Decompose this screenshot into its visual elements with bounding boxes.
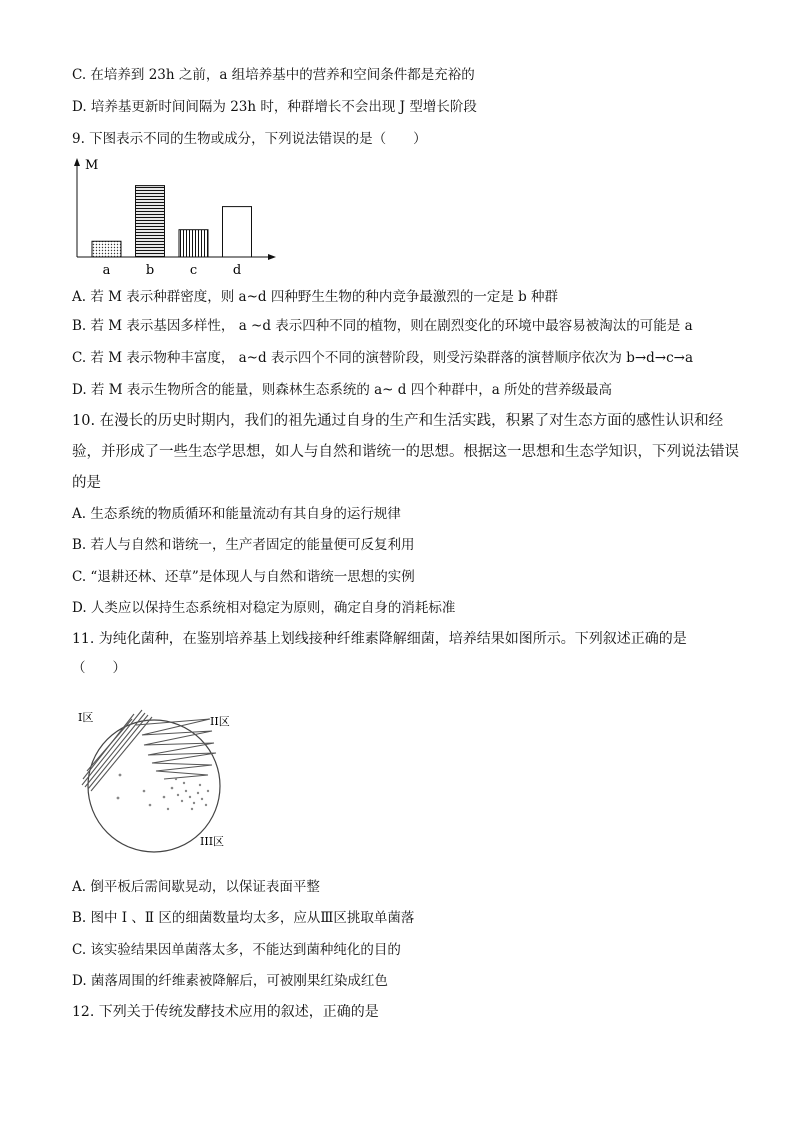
petri-dish-figure xyxy=(72,705,252,855)
q10-stem-line2: 验，并形成了一些生态学思想，如人与自然和谐统一的思想。根据这一思想和生态学知识，下列说法错误 xyxy=(72,444,739,460)
q10-stem-line1: 10. 在漫长的历史时期内，我们的祖先通过自身的生产和生活实践，积累了对生态方面的感性认识和经 xyxy=(72,413,724,429)
bar-b xyxy=(136,186,165,257)
q9-option-b: B. 若 M 表示基因多样性， a ~d 表示四种不同的植物，则在剧烈变化的环境中最容易被淘汰的可能是 a xyxy=(72,318,693,334)
zone3-colonies xyxy=(117,774,210,811)
zone2-streaks xyxy=(136,719,216,779)
q11-option-d: D. 菌落周围的纤维素被降解后，可被刚果红染成红色 xyxy=(72,973,388,989)
q11-option-c: C. 该实验结果因单菌落太多，不能达到菌种纯化的目的 xyxy=(72,942,401,958)
zone3-label: III区 xyxy=(200,835,225,848)
bar-label-b: b xyxy=(145,263,155,278)
q10-option-c: C. “退耕还林、还草”是体现人与自然和谐统一思想的实例 xyxy=(72,569,415,585)
bar-a xyxy=(92,241,121,257)
zone2-label: II区 xyxy=(210,715,230,728)
q9-option-d: D. 若 M 表示生物所含的能量，则森林生态系统的 a~ d 四个种群中，a 所处的营养级最高 xyxy=(72,382,613,398)
q10-option-d: D. 人类应以保持生态系统相对稳定为原则，确定自身的消耗标准 xyxy=(72,600,456,616)
q9-option-c: C. 若 M 表示物种丰富度， a~d 表示四个不同的演替阶段，则受污染群落的演替顺序依次为 b→d→c→a xyxy=(72,350,694,366)
q9-stem: 9. 下图表示不同的生物或成分，下列说法错误的是（ ） xyxy=(72,131,427,147)
q10-option-a: A. 生态系统的物质循环和能量流动有其自身的运行规律 xyxy=(72,506,401,522)
q9-bar-chart xyxy=(65,153,285,278)
bar-d xyxy=(223,207,252,257)
q12-stem: 12. 下列关于传统发酵技术应用的叙述，正确的是 xyxy=(72,1004,379,1020)
y-axis-arrow xyxy=(74,158,80,166)
q10-option-b: B. 若人与自然和谐统一，生产者固定的能量便可反复利用 xyxy=(72,537,415,553)
q11-stem-line2: （ ） xyxy=(72,660,126,676)
bar-label-d: d xyxy=(232,263,242,278)
q9-option-a: A. 若 M 表示种群密度，则 a~d 四种野生生物的种内竞争最激烈的一定是 b 种群 xyxy=(72,289,559,305)
q11-option-a: A. 倒平板后需间歇晃动，以保证表面平整 xyxy=(72,879,320,895)
bar-label-a: a xyxy=(102,263,111,278)
q8-option-d: D. 培养基更新时间间隔为 23h 时，种群增长不会出现 J 型增长阶段 xyxy=(72,99,477,115)
q11-stem-line1: 11. 为纯化菌种，在鉴别培养基上划线接种纤维素降解细菌，培养结果如图所示。下列叙述正确的是 xyxy=(72,631,687,647)
x-axis-arrow xyxy=(268,254,276,260)
q8-option-c: C. 在培养到 23h 之前，a 组培养基中的营养和空间条件都是充裕的 xyxy=(72,67,475,83)
bar-label-c: c xyxy=(189,263,198,278)
q11-option-b: B. 图中 Ⅰ 、Ⅱ 区的细菌数量均太多，应从Ⅲ区挑取单菌落 xyxy=(72,910,415,926)
bar-c xyxy=(179,230,208,257)
zone1-label: I区 xyxy=(78,711,94,724)
y-axis-label: M xyxy=(85,158,99,173)
q10-stem-line3: 的是 xyxy=(72,475,101,491)
